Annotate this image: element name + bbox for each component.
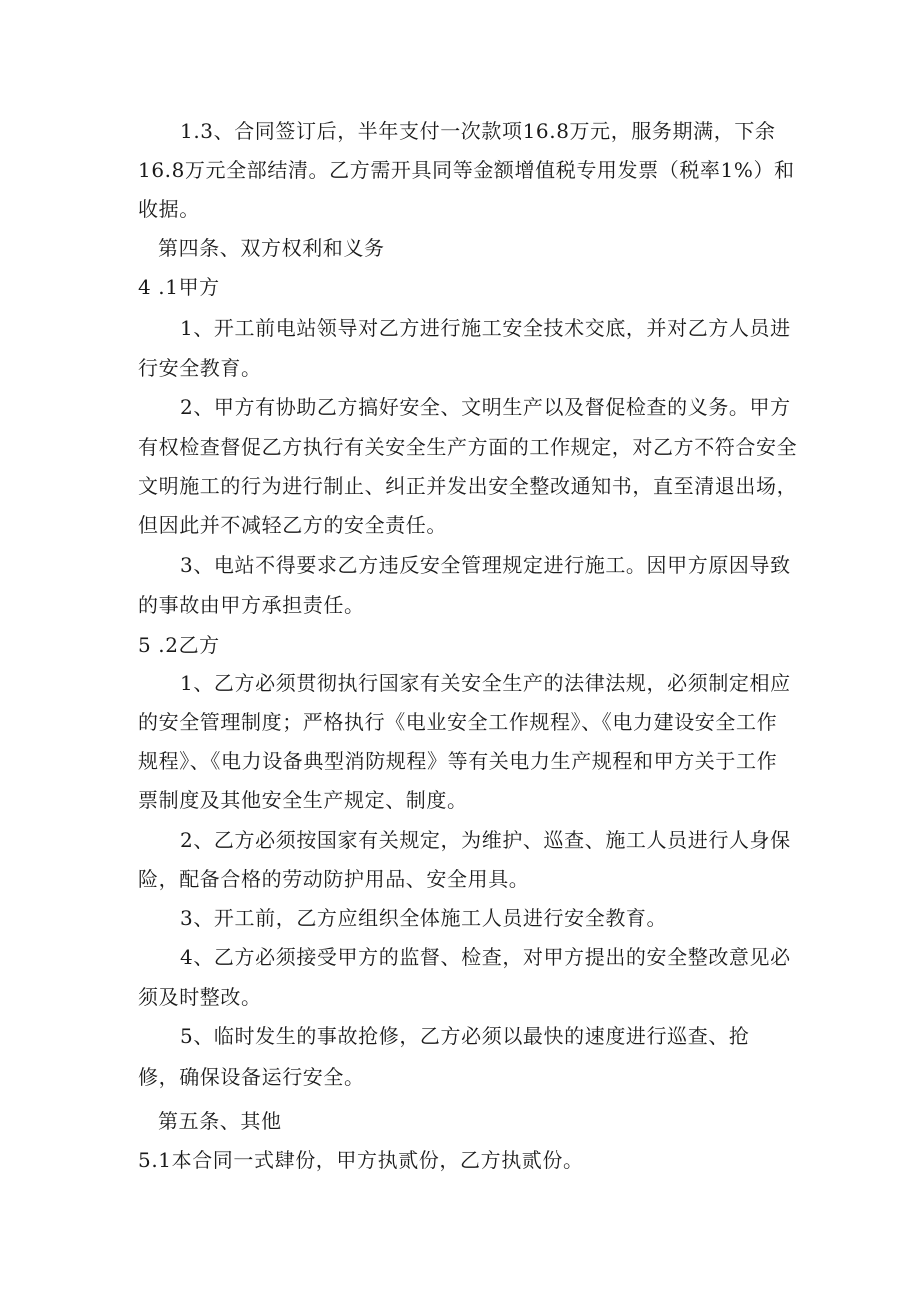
party-b-item-5-line-2: 修，确保设备运行安全。 bbox=[138, 1065, 365, 1089]
party-b-item-1-line-2: 的安全管理制度；严格执行《电业安全工作规程》、《电力建设安全工作 bbox=[138, 710, 778, 734]
party-a-item-2-line-1: 2、甲方有协助乙方搞好安全、文明生产以及督促检查的义务。甲方 bbox=[180, 395, 791, 419]
party-a-item-2-line-2: 有权检查督促乙方执行有关安全生产方面的工作规定，对乙方不符合安全 bbox=[138, 435, 798, 459]
clause-1-3-line-1: 1.3、合同签订后，半年支付一次款项16.8万元，服务期满，下余 bbox=[180, 119, 776, 143]
party-b-item-2-line-1: 2、乙方必须按国家有关规定，为维护、巡查、施工人员进行人身保 bbox=[180, 828, 791, 852]
section-4-2-heading: 5 .2乙方 bbox=[138, 633, 220, 657]
party-b-item-3-line-1: 3、开工前，乙方应组织全体施工人员进行安全教育。 bbox=[180, 906, 668, 930]
party-b-item-4-line-1: 4、乙方必须接受甲方的监督、检查，对甲方提出的安全整改意见必 bbox=[180, 945, 791, 969]
party-a-item-3-line-1: 3、电站不得要求乙方违反安全管理规定进行施工。因甲方原因导致 bbox=[180, 553, 791, 577]
article-4-heading: 第四条、双方权利和义务 bbox=[158, 236, 385, 260]
section-4-1-heading: 4 .1甲方 bbox=[138, 275, 220, 299]
party-b-item-5-line-1: 5、临时发生的事故抢修，乙方必须以最快的速度进行巡查、抢 bbox=[180, 1024, 750, 1048]
party-b-item-1-line-1: 1、乙方必须贯彻执行国家有关安全生产的法律法规，必须制定相应 bbox=[180, 671, 791, 695]
party-b-item-2-line-2: 险，配备合格的劳动防护用品、安全用具。 bbox=[138, 867, 530, 891]
clause-5-1-line-1: 5.1本合同一式肆份，甲方执贰份，乙方执贰份。 bbox=[138, 1148, 584, 1172]
clause-1-3-line-2: 16.8万元全部结清。乙方需开具同等金额增值税专用发票（税率1%）和 bbox=[138, 158, 795, 182]
party-a-item-2-line-4: 但因此并不减轻乙方的安全责任。 bbox=[138, 513, 447, 537]
party-b-item-1-line-4: 票制度及其他安全生产规定、制度。 bbox=[138, 788, 468, 812]
party-a-item-1-line-2: 行安全教育。 bbox=[138, 356, 262, 380]
party-b-item-1-line-3: 规程》、《电力设备典型消防规程》等有关电力生产规程和甲方关于工作 bbox=[138, 749, 778, 773]
party-a-item-1-line-1: 1、开工前电站领导对乙方进行施工安全技术交底，并对乙方人员进 bbox=[180, 316, 791, 340]
party-a-item-2-line-3: 文明施工的行为进行制止、纠正并发出安全整改通知书，直至清退出场， bbox=[138, 474, 798, 498]
party-a-item-3-line-2: 的事故由甲方承担责任。 bbox=[138, 593, 365, 617]
article-5-heading: 第五条、其他 bbox=[158, 1109, 282, 1133]
party-b-item-4-line-2: 须及时整改。 bbox=[138, 985, 262, 1009]
clause-1-3-line-3: 收据。 bbox=[138, 197, 200, 221]
